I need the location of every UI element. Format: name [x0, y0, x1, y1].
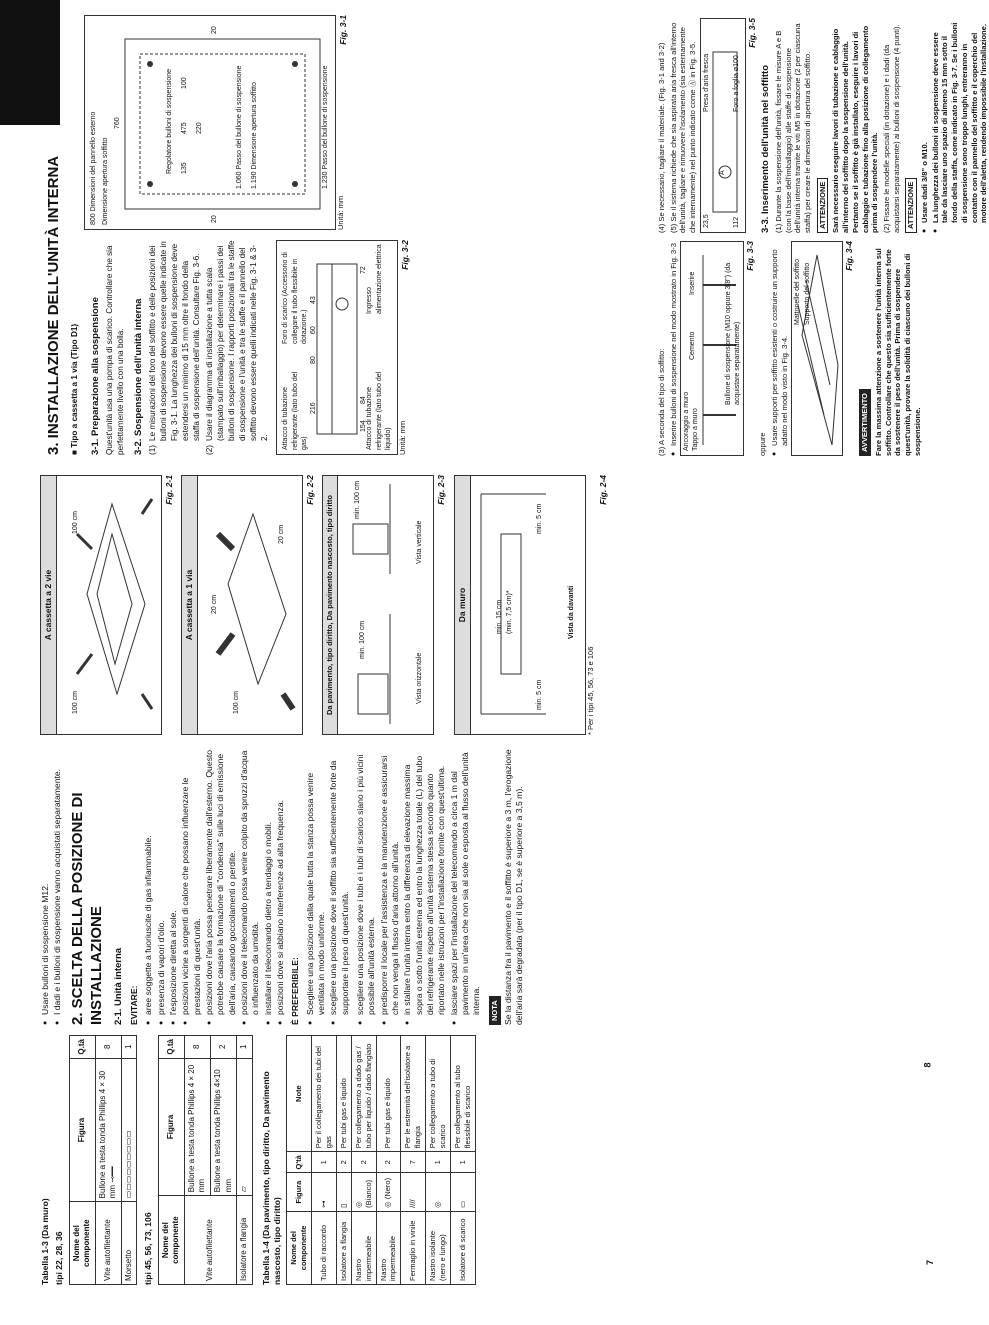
list-item: ● aree soggette a fuoriuscite di gas infiammabile. [143, 745, 154, 1015]
list-item: ● posizioni dove il telecomando possa venire colpito da spruzzi d'acqua o influenzato da umidità. [239, 745, 262, 1015]
dim-label: 100 cm [233, 691, 241, 714]
fig-3-3-box [680, 241, 744, 456]
dim-label: 220 [195, 122, 203, 134]
list-item: ● I dadi e i bulloni di sospensione vanno acquistati separatamente. [52, 745, 63, 1015]
section-3-sub-text: Tipo a cassetta a 1 via (Tipo D1) [69, 323, 79, 448]
list-item: ● installare il telecomando dietro a tendaggi o mobili. [263, 745, 274, 1015]
list-item: ● posizioni dove l'aria possa penetrare liberamente dall'esterno. Questo potrebbe causare la formazione di "condensa" sulle luci di emissione dell'aria, causando gocciolamenti o perdite. [204, 745, 238, 1015]
fig-caption: Fig. 3-2 [400, 240, 411, 270]
col-header: Figura [69, 1058, 95, 1202]
section-3-3-title: 3-3. Inserimento dell'unità nel soffitto [759, 65, 771, 233]
fig-label: Regolatore bulloni di sospensione [165, 68, 173, 174]
cell: Nastro impermeabile [351, 1211, 376, 1284]
cell: Per le estremità dell'isolatore a flangia [401, 1036, 426, 1152]
dim-label: min. 15 cm [495, 599, 503, 634]
item-4: (4) Se necessario, tagliare il materiale. (Fig. 3-1 and 3-2) [657, 42, 666, 233]
fig-label: Bullone di sospensione (M10 oppure 3/8") (da acquistare separatamente) [725, 262, 742, 405]
fig-caption: Fig. 3-3 [745, 241, 756, 271]
cell-text: Bullone a testa tonda Phillips 4 × 30 mm [97, 1070, 118, 1199]
cell: Isolatore a flangia [237, 1196, 253, 1285]
cell: Vite autofilettante [184, 1196, 236, 1285]
cell: 1 [312, 1152, 337, 1173]
preferibile-label: È PREFERIBILE: [290, 957, 301, 1025]
cell: 1 [237, 1036, 253, 1059]
dim-label: 43 [310, 296, 318, 304]
t13-sub2: tipi 45, 56, 73, 106 [143, 1212, 154, 1285]
insulator-icon: ▯ [338, 1203, 348, 1208]
dim-label: min. 100 cm [354, 480, 362, 519]
cell: Per il collegamento dei tubi del gas [312, 1036, 337, 1152]
dim-label: 1.060 Passo del bullone di sospensione [235, 65, 243, 189]
cell: Per collegamento a dado gas / tubo per liquido / dado flangiato [351, 1036, 376, 1152]
section-2-title: 2. SCELTA DELLA POSIZIONE DI INSTALLAZIONE [68, 792, 106, 1025]
item-number: (1) [148, 444, 158, 455]
section-3-1-text: Quest'unità usa una pompa di scarico. Controllare che sia perfettamente livello con una bolla. [105, 245, 125, 455]
dim-label: 112 [732, 216, 740, 228]
fig-label: Foro a foglia ø100 [732, 55, 740, 112]
section-3-continued-area [655, 18, 989, 460]
cell: Tubo di raccordo [312, 1211, 337, 1284]
dim-label: 154 [360, 420, 368, 432]
screw-icon: ⊸━━ [108, 1166, 118, 1183]
fig-caption: Fig. 3-1 [337, 15, 348, 45]
t13-title: Tabella 1-3 (Da muro) [40, 1198, 50, 1285]
list-item: ● Inserire bulloni di sospensione nel modo mostrato in Fig. 3-3 [669, 241, 679, 446]
cell: 2 [351, 1152, 376, 1173]
fig-label: Supporto del soffitto [804, 262, 812, 325]
fig-label: Ingresso alimentazione elettrica [366, 244, 383, 314]
dim-label: min. 5 cm [535, 679, 543, 710]
list-item: ● Usare bulloni di sospensione M12. [40, 745, 51, 1015]
list-item: ● l'esposizione diretta al sole. [168, 745, 179, 1015]
section-3-title: 3. INSTALLAZIONE DELL'UNITÀ INTERNA [45, 155, 62, 455]
list-item: ● lasciare spazi per l'installazione del telecomando a circa 1 m dal pavimento in un'area che non sia al sole o esposta al flusso dell'unità interna. [449, 745, 483, 1015]
list-item: ● predisporre il locale per l'assistenza e la manutenzione e assicurarsi che non venga il flusso d'aria attorno all'unità. [379, 745, 402, 1015]
cell: 2 [336, 1152, 351, 1173]
t14-title: Tabella 1-4 (Da pavimento, tipo diritto, Da pavimento nascosto, tipo diritto) [260, 1071, 282, 1285]
fig-caption: Fig. 3-5 [746, 18, 757, 48]
fig-label: Inserire [689, 271, 697, 295]
fig-label: A [718, 170, 726, 175]
flange-insulator-icon: ▱ [239, 1186, 249, 1193]
fig-caption: Fig. 2-1 [164, 475, 174, 505]
dim-label: 100 cm [72, 691, 79, 714]
cell: Vite autofilettante [95, 1202, 121, 1285]
fig-caption: Fig. 3-4 [844, 241, 855, 271]
tape-roll-icon: ◎ [433, 1201, 443, 1208]
fig-3-5-box [700, 18, 746, 233]
dim-label: 60 [310, 326, 318, 334]
section-3-continued-body [655, 18, 989, 460]
tape-roll-icon: ◎ [383, 1201, 393, 1208]
tape-roll-icon: ◎ [353, 1201, 363, 1208]
cell: Nastro isolante (nero e lungo) [426, 1211, 451, 1284]
fig-title: A cassetta a 2 vie [41, 476, 57, 734]
cell: 1 [450, 1152, 475, 1173]
col-header: Q'tà [287, 1152, 312, 1173]
list-item: ● Scegliere una posizione dalla quale tutta la stanza possa venire ventilata in modo uniforme. [305, 745, 328, 1015]
cell: Per tubi gas e liquido [336, 1036, 351, 1152]
caution-tag: ATTENZIONE [817, 178, 829, 233]
dim-label: 760 [113, 117, 121, 129]
fresh-air-drawing [701, 19, 743, 232]
list-item: ● Usare dadi 3/8" o M10. [920, 18, 930, 223]
dim-label: min. 100 cm [359, 620, 367, 659]
cell: 1 [426, 1152, 451, 1173]
dim-label: 216 [310, 402, 318, 414]
dim-label: 800 Dimensioni del pannello esterno [89, 111, 97, 225]
list-item: ● posizioni vicine a sorgenti di calore che possano influenzare le prestazioni di quest'unità. [180, 745, 203, 1015]
item-5: (5) Se il sistema richiede che sia aspirata aria fresca all'interno dell'unità, tagliare e rimuovere l'isolamento (sia esternamente che internamente) nel punto indicato come Ⓐ in Fig. 3-5. [668, 22, 698, 233]
list-item: ● Usare supporti per soffitto esistenti o costruire un supporto adatto nel modo visto in Fig. 3-4. [770, 241, 789, 446]
vinyl-clamp-icon: //// [408, 1199, 418, 1208]
cont-col-b [657, 18, 989, 233]
caution-text: Sarà necessario eseguire lavori di tubazione e cablaggio all'interno del soffitto dopo la sospensione dell'unità. Pertanto se il soffitto è già installato, eseguire i lavori di cablaggio e tubazione fino alla posizione di collegamento prima di sospendere l'unità. [831, 25, 880, 233]
item-3-3-1: (1) Durante la sospensione dell'unità, fissare le misure A e B (con la base dell'imballaggio) alle staffe di sospensione dell'unità interna tramite le viti M5 in dotazione (2 per ciascuna staffa) per creare le dimensioni di apertura del soffitto. [773, 23, 813, 233]
cell: 7 [401, 1152, 426, 1173]
dim-label: (min. 7,5 cm)* [505, 590, 513, 634]
cell: Per collegamento al tubo flessibile di scarico [450, 1036, 475, 1152]
clamp-icon: ▭▭▭▭▭▭▭▭▭ [123, 1130, 133, 1199]
cell: Isolatore di scarico [450, 1211, 475, 1284]
view-label: Vista da davanti [567, 585, 575, 639]
cont-col-a [657, 241, 933, 456]
cell: Fermaglio in vinile [401, 1211, 426, 1284]
fig-title: Da muro [455, 476, 471, 734]
section-2-1-title: 2-1. Unità interna [113, 947, 125, 1025]
footnote: * Per i tipi 45, 56, 73 e 106 [585, 646, 595, 735]
dim-label: 135 [180, 162, 188, 174]
drain-insulator-icon: ▭ [457, 1200, 467, 1208]
cell: Nastro impermeabile [376, 1211, 401, 1284]
fig-label: Foro di scarico (Accessorio di collegare il tubo flessibile in dotazione.) [282, 252, 308, 344]
unit-label: Unità: mm [398, 420, 408, 455]
dim-label: 72 [360, 266, 368, 274]
dim-label: 20 [210, 215, 218, 223]
col-header: Figura [287, 1173, 312, 1211]
fig-label: Cemento [689, 331, 697, 360]
fig-caption: Fig. 2-3 [436, 475, 447, 505]
item-3-3-2: (2) Fissare le modelle speciali (in dotazione) e i dadi (da acquistarsi separatamente) ai bulloni di sospensione (4 punti). [881, 24, 901, 233]
item-3: (3) A seconda del tipo di soffitto: [657, 348, 666, 456]
fig-title: Da pavimento, tipo diritto, Da pavimento nascosto, tipo diritto [323, 476, 338, 734]
dim-label: 80 [310, 356, 318, 364]
dim-label: 20 cm [278, 524, 286, 544]
dim-label: 84 [360, 396, 368, 404]
fig-caption: Fig. 2-2 [305, 475, 316, 505]
list-item: ● La lunghezza dei bulloni di sospensione deve essere tale da lasciare uno spazio di almeno 15 mm sotto il fondo della staffa, come indicato in Fig. 3-7. Se i bulloni di sospensione sono troppo lunghi, entreranno in contatto con il pannello del soffitto e il coperchio del motore dell'aletta, rendendo impossibile l'installazione. [931, 18, 989, 223]
dim-label: 23,5 [702, 214, 710, 228]
evitare-label: EVITARE: [128, 985, 139, 1025]
fig-label: Presa d'aria fresca [702, 53, 710, 112]
cont-bullets [669, 241, 679, 456]
cell-text: (Bianco) [363, 1179, 373, 1208]
view-label: Vista verticale [416, 520, 424, 564]
dim-label: 1.230 Passo del bullone di sospensione [321, 65, 329, 189]
col-header: Figura [158, 1058, 184, 1196]
col-header: Nome del componente [69, 1202, 95, 1285]
caution-tag: ATTENZIONE [905, 178, 917, 233]
cell: 8 [184, 1036, 210, 1059]
page-number-right: 8 [922, 1062, 933, 1068]
list-item: ● presenza di vapori d'olio. [156, 745, 167, 1015]
cell: Isolatore a flangia [336, 1211, 351, 1284]
list-item: ● scegliere una posizione dove i tubi e i tubi di scarico siano i più vicini possibile all'unità esterna. [355, 745, 378, 1015]
fig-label: Attacco di tubazione refrigerante (lato tubo del gas) [282, 371, 308, 450]
cell: Per tubi gas e liquido [376, 1036, 401, 1152]
dim-label: 20 [210, 26, 218, 34]
section-3-sub: ■ Tipo a cassetta a 1 via (Tipo D1) [69, 323, 79, 455]
nota-tag: NOTA [489, 996, 501, 1025]
fig-title: A cassetta a 1 via [182, 476, 198, 734]
cont-bullets-2 [770, 241, 789, 456]
dim-label: 20 cm [211, 594, 219, 614]
list-item: ● scegliere una posizione dove il soffitto sia sufficientemente forte da supportare il peso di quest'unità. [328, 745, 351, 1015]
col-header: Note [287, 1036, 312, 1152]
section-3-1-title: 3-1. Preparazione alla sospensione [89, 297, 101, 455]
item-text: Usare il diagramma di installazione a tutta scala (stampato sull'imballaggio) per determinare i passi dei bulloni di sospensione. I rapporti posizionali tra le staffe di sospensione e l'unità e tra le staffe e il pannello del soffitto devono essere quelli indicati nelle Fig. 3-1 & 3-2. [205, 240, 269, 441]
dim-label: 1.190 Dimensione apertura soffitto [250, 82, 258, 189]
dim-label: min. 5 cm [535, 503, 543, 534]
item-number: (2) [205, 444, 215, 455]
cell: Morsetto [121, 1202, 137, 1285]
fig-label: Ancoraggio a muro [683, 391, 691, 451]
item-text: Le misurazioni del foro del soffitto e delle posizioni dei bulloni di sospensione devono essere quelle indicate in Fig. 3-1. La lunghezza dei bulloni di sospensione deve estendersi un minimo di 15 mm oltre il fondo della staffa di sospensione dell'unità. Consultare Fig. 3-6. [148, 241, 201, 441]
section-3-2-title: 3-2. Sospensione dell'unità interna [132, 298, 144, 455]
warning-text: Fare la massima attenzione a sostenere l'unità interna sul soffitto. Controllare che questo sia sufficientemente forte da sostenere il peso dell'unità. Prima di sospendere quest'unità, provare la solidità di ciascuno dei bulloni di sospensione. [873, 248, 922, 456]
oppure: oppure [758, 432, 768, 456]
fig-label: Mattonelle del soffitto [794, 258, 802, 325]
dim-label: Dimensione apertura soffitto [101, 137, 109, 225]
unit-label: Unità: mm [335, 195, 345, 230]
cont-columns [657, 18, 989, 456]
dim-label: 475 [180, 122, 188, 134]
t13-sub: tipi 22, 28, 36 [54, 1231, 65, 1285]
fig-caption: Fig. 2-4 [597, 475, 608, 505]
cell: Bullone a testa tonda Phillips 4 × 20 mm [184, 1058, 210, 1196]
dim-label: 100 cm [72, 511, 79, 534]
dim-label: 100 [180, 77, 188, 89]
col-header: Q.tà [158, 1036, 184, 1059]
col-header: Q.tà [69, 1036, 95, 1059]
col-header: Nome del componente [287, 1211, 312, 1284]
caution-bullets [920, 18, 989, 233]
joint-pipe-icon: ⊶ [319, 1200, 328, 1208]
cell: 2 [376, 1152, 401, 1173]
cell-text: (Nero) [383, 1177, 393, 1200]
cell: Bullone a testa tonda Phillips 4×10 mm [210, 1058, 236, 1196]
cell: 8 [95, 1036, 121, 1059]
cell: 1 [121, 1036, 137, 1059]
warning-tag: AVVERTIMENTO [859, 389, 871, 456]
col-header: Nome del componente [158, 1196, 184, 1285]
page-number-left: 7 [925, 1259, 935, 1265]
cell: 2 [210, 1036, 236, 1059]
nota-text: Se la distanza fra il pavimento e il soffitto è superiore a 3 m, l'erogazione dell'aria sarà degradata (per il tipo D1, se è superiore a 3,5 m). [502, 749, 525, 1025]
cell: Per collegamento a tubo di scarico [426, 1036, 451, 1152]
list-item: ● in stallare l'unità interna entro la differenza di elevazione massima sopra o sotto l'unità esterna ed entro la lunghezza totale (L) del tubo del refrigerante rispetto all'unità esterna stessa secondo quanto riportato nelle istruzioni per l'installazione fornite con quest'ultima. [402, 745, 447, 1015]
fig-label: Attacco di tubazione refrigerante (lato tubo del liquido) [366, 371, 392, 450]
fig-3-4-box [791, 241, 843, 456]
list-item: ● posizioni dove si abbiano interferenze ad alta frequenza. [275, 745, 286, 1015]
fig-label: Tappo a muro [692, 408, 700, 451]
view-label: Vista orizzontale [416, 652, 424, 704]
